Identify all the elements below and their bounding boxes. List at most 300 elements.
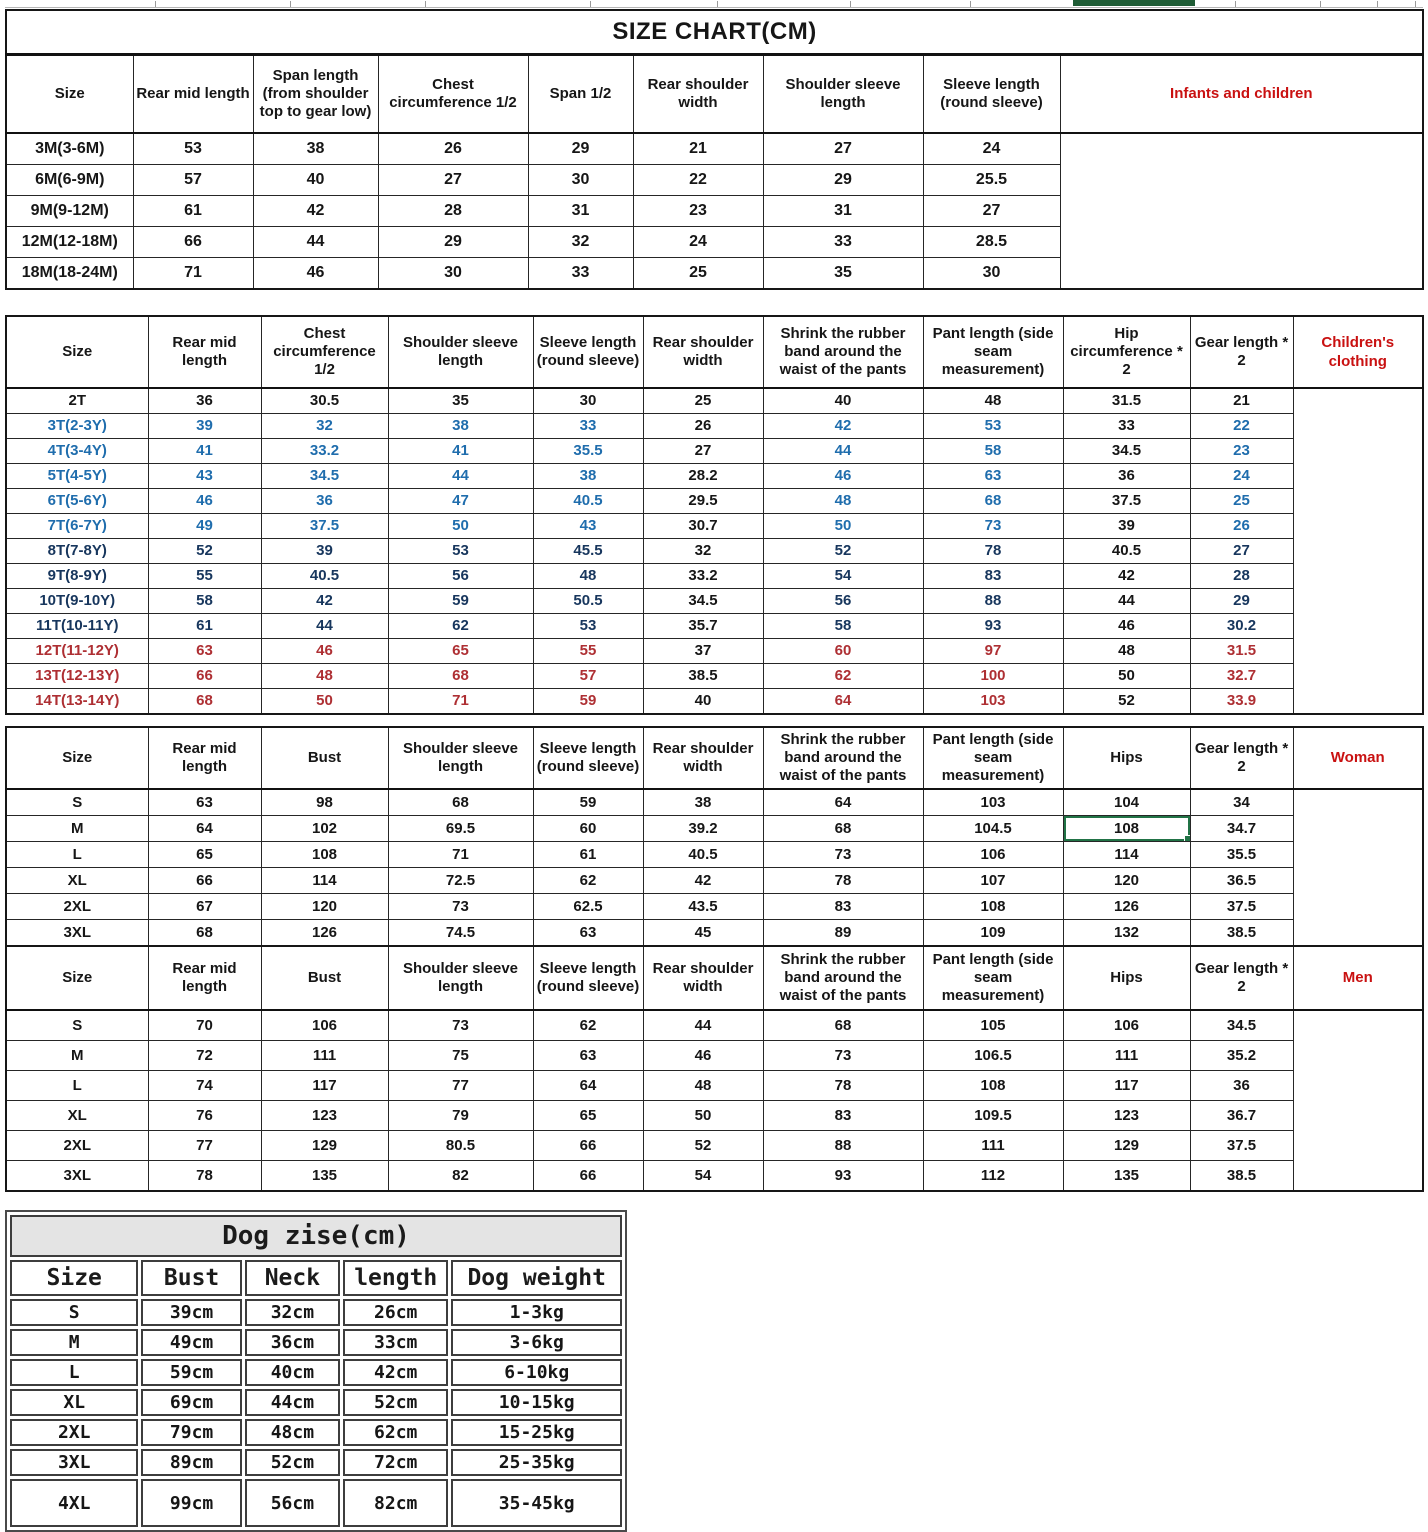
value-cell: 38.5 [643,664,763,689]
value-cell: 48 [643,1071,763,1101]
value-cell: 108 [923,894,1063,920]
value-cell: 64 [533,1071,643,1101]
value-cell: 66 [148,868,261,894]
header-cell: Sleeve length (round sleeve) [533,946,643,1010]
value-cell: 63 [148,639,261,664]
value-cell: 71 [388,842,533,868]
value-cell: 40 [643,689,763,715]
header-cell: Pant length (side seam measurement) [923,727,1063,789]
grid-tick [970,1,971,7]
value-cell: 77 [148,1131,261,1161]
value-cell: 44cm [245,1389,340,1416]
value-cell: 73 [388,894,533,920]
value-cell: 77 [388,1071,533,1101]
value-cell: 63 [533,1041,643,1071]
size-cell: 7T(6-7Y) [6,514,148,539]
header-cell: Shoulder sleeve length [388,316,533,388]
value-cell: 30 [923,258,1060,290]
value-cell: 37.5 [1190,1131,1293,1161]
size-cell: 2XL [10,1419,138,1446]
value-cell: 36 [148,388,261,414]
value-cell: 50 [388,514,533,539]
value-cell: 46 [1063,614,1190,639]
table-row [6,1101,1423,1131]
value-cell: 37.5 [261,514,388,539]
header-cell: Span length (from shoulder top to gear low) [253,55,378,134]
header-cell: Size [6,55,133,134]
value-cell: 109 [923,920,1063,947]
value-cell: 104 [1063,789,1190,816]
value-cell: 106 [923,842,1063,868]
value-cell: 62 [533,1010,643,1041]
table-row [6,842,1423,868]
grid-tick [1377,1,1378,7]
value-cell: 26 [1190,514,1293,539]
value-cell: 33.2 [643,564,763,589]
header-cell: length [343,1260,448,1296]
value-cell: 48 [923,388,1063,414]
value-cell: 63 [533,920,643,947]
value-cell: 33.9 [1190,689,1293,715]
value-cell: 38 [388,414,533,439]
header-cell: Rear mid length [148,946,261,1010]
value-cell: 33 [533,414,643,439]
header-cell: Bust [261,946,388,1010]
value-cell: 26 [643,414,763,439]
value-cell: 62.5 [533,894,643,920]
header-cell: Hip circumference * 2 [1063,316,1190,388]
value-cell: 111 [923,1131,1063,1161]
value-cell: 31.5 [1190,639,1293,664]
value-cell: 32 [643,539,763,564]
value-cell: 57 [533,664,643,689]
value-cell: 103 [923,689,1063,715]
table-row [10,1389,622,1416]
value-cell: 59 [533,689,643,715]
value-cell: 56cm [245,1479,340,1527]
value-cell: 38.5 [1190,1161,1293,1192]
value-cell: 80.5 [388,1131,533,1161]
value-cell: 114 [1063,842,1190,868]
size-cell: M [6,816,148,842]
value-cell: 39 [1063,514,1190,539]
table-row [6,1010,1423,1041]
value-cell: 44 [261,614,388,639]
value-cell: 99cm [141,1479,241,1527]
value-cell: 25.5 [923,165,1060,196]
header-cell: Hips [1063,946,1190,1010]
value-cell: 57 [133,165,253,196]
value-cell: 79cm [141,1419,241,1446]
value-cell: 35-45kg [451,1479,622,1527]
dog-size-table [5,1210,627,1532]
value-cell: 123 [1063,1101,1190,1131]
value-cell: 35.5 [1190,842,1293,868]
size-cell: L [10,1359,138,1386]
value-cell: 36 [261,489,388,514]
value-cell: 50 [763,514,923,539]
value-cell: 120 [261,894,388,920]
value-cell: 30 [378,258,528,290]
table-row [10,1299,622,1326]
value-cell: 53 [133,133,253,165]
table-row [6,816,1423,842]
value-cell: 120 [1063,868,1190,894]
table-row [6,664,1423,689]
value-cell: 27 [923,196,1060,227]
value-cell: 103 [923,789,1063,816]
children-clothing-size-table [5,315,1424,715]
value-cell: 64 [763,789,923,816]
value-cell: 24 [633,227,763,258]
value-cell: 33 [1063,414,1190,439]
table-row [6,258,1423,290]
value-cell: 23 [1190,439,1293,464]
size-cell: 3M(3-6M) [6,133,133,165]
grid-tick [850,1,851,7]
value-cell: 109.5 [923,1101,1063,1131]
header-cell: Shoulder sleeve length [388,946,533,1010]
table-row [6,589,1423,614]
value-cell: 61 [533,842,643,868]
value-cell: 78 [148,1161,261,1192]
value-cell: 62 [763,664,923,689]
value-cell: 44 [253,227,378,258]
value-cell: 44 [763,439,923,464]
value-cell: 39 [148,414,261,439]
header-cell: Rear mid length [148,316,261,388]
grid-tick [1415,1,1416,7]
value-cell: 83 [763,894,923,920]
value-cell: 88 [763,1131,923,1161]
value-cell: 46 [261,639,388,664]
value-cell: 39.2 [643,816,763,842]
size-cell: 3T(2-3Y) [6,414,148,439]
value-cell: 53 [923,414,1063,439]
value-cell: 75 [388,1041,533,1071]
value-cell: 32 [261,414,388,439]
value-cell: 98 [261,789,388,816]
table-row [6,1041,1423,1071]
header-cell: Size [6,316,148,388]
value-cell: 46 [643,1041,763,1071]
value-cell: 62cm [343,1419,448,1446]
value-cell: 29 [763,165,923,196]
table-row [6,564,1423,589]
value-cell: 42 [261,589,388,614]
value-cell: 59cm [141,1359,241,1386]
value-cell: 29 [1190,589,1293,614]
value-cell: 66 [533,1161,643,1192]
value-cell: 32cm [245,1299,340,1326]
value-cell: 52 [763,539,923,564]
value-cell: 66 [133,227,253,258]
value-cell: 102 [261,816,388,842]
header-cell: Rear shoulder width [643,946,763,1010]
value-cell: 21 [633,133,763,165]
size-cell: L [6,842,148,868]
value-cell: 73 [923,514,1063,539]
value-cell: 31 [763,196,923,227]
value-cell: 71 [133,258,253,290]
size-cell: 6T(5-6Y) [6,489,148,514]
value-cell: 100 [923,664,1063,689]
value-cell: 97 [923,639,1063,664]
value-cell: 33.2 [261,439,388,464]
value-cell: 35.7 [643,614,763,639]
value-cell: 48 [763,489,923,514]
value-cell: 28 [1190,564,1293,589]
value-cell: 44 [1063,589,1190,614]
value-cell: 135 [261,1161,388,1192]
value-cell: 114 [261,868,388,894]
value-cell: 40 [253,165,378,196]
value-cell: 30 [528,165,633,196]
value-cell: 93 [763,1161,923,1192]
value-cell: 43 [533,514,643,539]
table-row [10,1479,622,1527]
infants-size-table [5,9,1424,290]
value-cell: 24 [923,133,1060,165]
section-label: Woman [1293,727,1423,789]
value-cell: 28 [378,196,528,227]
size-cell: 14T(13-14Y) [6,689,148,715]
value-cell: 36 [1190,1071,1293,1101]
value-cell: 10-15kg [451,1389,622,1416]
value-cell: 117 [1063,1071,1190,1101]
value-cell: 105 [923,1010,1063,1041]
table-row [10,1359,622,1386]
selected-column-highlight [1073,0,1195,6]
table-row [6,414,1423,439]
size-cell: 8T(7-8Y) [6,539,148,564]
value-cell: 46 [253,258,378,290]
size-cell: 2XL [6,894,148,920]
size-cell: 5T(4-5Y) [6,464,148,489]
value-cell: 40.5 [261,564,388,589]
value-cell: 68 [388,789,533,816]
value-cell: 89cm [141,1449,241,1476]
value-cell: 52 [1063,689,1190,715]
value-cell: 32 [528,227,633,258]
value-cell: 27 [1190,539,1293,564]
size-cell: 9T(8-9Y) [6,564,148,589]
header-cell: Shrink the rubber band around the waist of the pants [763,946,923,1010]
value-cell: 126 [261,920,388,947]
size-chart-sheet [5,0,1423,1532]
value-cell: 73 [388,1010,533,1041]
size-cell: 6M(6-9M) [6,165,133,196]
size-cell: M [6,1041,148,1071]
value-cell: 83 [763,1101,923,1131]
size-cell: 2XL [6,1131,148,1161]
header-cell: Chest circumference 1/2 [378,55,528,134]
value-cell: 42 [1063,564,1190,589]
value-cell: 68 [388,664,533,689]
table-row [6,439,1423,464]
table-row [6,227,1423,258]
table-row [10,1419,622,1446]
size-cell: 12M(12-18M) [6,227,133,258]
table-row [6,1071,1423,1101]
size-cell: 10T(9-10Y) [6,589,148,614]
value-cell: 38.5 [1190,920,1293,947]
header-cell: Size [10,1260,138,1296]
value-cell: 27 [643,439,763,464]
value-cell: 73 [763,842,923,868]
value-cell: 44 [388,464,533,489]
value-cell: 30.2 [1190,614,1293,639]
size-cell: 3XL [6,920,148,947]
value-cell: 43.5 [643,894,763,920]
value-cell: 25 [643,388,763,414]
value-cell: 50 [261,689,388,715]
table-title: SIZE CHART(CM) [6,10,1423,55]
header-cell: Rear mid length [148,727,261,789]
header-cell: Neck [245,1260,340,1296]
size-cell: S [10,1299,138,1326]
value-cell: 37.5 [1063,489,1190,514]
table-title: Dog zise(cm) [10,1215,622,1257]
value-cell: 21 [1190,388,1293,414]
grid-tick [717,1,718,7]
woman-size-table [5,726,1424,947]
value-cell: 52 [148,539,261,564]
section-label: Children's clothing [1293,316,1423,388]
size-cell: 3XL [10,1449,138,1476]
value-cell: 68 [763,1010,923,1041]
value-cell: 67 [148,894,261,920]
value-cell: 28.2 [643,464,763,489]
header-cell: Gear length * 2 [1190,946,1293,1010]
value-cell: 40 [763,388,923,414]
value-cell: 126 [1063,894,1190,920]
header-cell: Bust [141,1260,241,1296]
value-cell: 56 [388,564,533,589]
value-cell: 40.5 [533,489,643,514]
value-cell: 106 [261,1010,388,1041]
value-cell: 60 [763,639,923,664]
header-cell: Chest circumference 1/2 [261,316,388,388]
grid-tick [1320,1,1321,7]
value-cell: 15-25kg [451,1419,622,1446]
value-cell: 111 [261,1041,388,1071]
header-cell: Shoulder sleeve length [388,727,533,789]
value-cell: 48cm [245,1419,340,1446]
value-cell: 72 [148,1041,261,1071]
men-size-table [5,945,1424,1192]
grid-tick [290,1,291,7]
value-cell: 26cm [343,1299,448,1326]
value-cell: 55 [533,639,643,664]
value-cell: 66 [533,1131,643,1161]
value-cell: 49cm [141,1329,241,1356]
value-cell: 64 [763,689,923,715]
value-cell: 117 [261,1071,388,1101]
value-cell: 59 [388,589,533,614]
value-cell: 79 [388,1101,533,1131]
value-cell: 65 [388,639,533,664]
value-cell: 78 [923,539,1063,564]
value-cell: 1-3kg [451,1299,622,1326]
size-cell: XL [10,1389,138,1416]
value-cell: 71 [388,689,533,715]
value-cell: 29.5 [643,489,763,514]
header-cell: Span 1/2 [528,55,633,134]
value-cell: 34 [1190,789,1293,816]
value-cell: 34.5 [261,464,388,489]
value-cell: 69.5 [388,816,533,842]
value-cell: 60 [533,816,643,842]
value-cell: 27 [763,133,923,165]
table-row [6,614,1423,639]
value-cell: 68 [148,920,261,947]
value-cell: 33 [528,258,633,290]
value-cell: 23 [633,196,763,227]
table-row [6,920,1423,947]
value-cell: 62 [388,614,533,639]
value-cell: 26 [378,133,528,165]
header-cell: Rear shoulder width [643,727,763,789]
value-cell: 68 [763,816,923,842]
value-cell: 25 [633,258,763,290]
table-row [6,789,1423,816]
value-cell: 29 [378,227,528,258]
value-cell: 24 [1190,464,1293,489]
size-cell: 13T(12-13Y) [6,664,148,689]
value-cell: 78 [763,868,923,894]
header-cell: Size [6,946,148,1010]
size-cell: 4T(3-4Y) [6,439,148,464]
value-cell: 33cm [343,1329,448,1356]
value-cell: 45.5 [533,539,643,564]
value-cell: 50 [1063,664,1190,689]
value-cell: 53 [533,614,643,639]
value-cell: 42 [643,868,763,894]
header-cell: Sleeve length (round sleeve) [923,55,1060,134]
value-cell: 48 [1063,639,1190,664]
value-cell: 29 [528,133,633,165]
value-cell: 129 [1063,1131,1190,1161]
value-cell: 34.5 [1190,1010,1293,1041]
size-cell: XL [6,1101,148,1131]
value-cell: 54 [643,1161,763,1192]
value-cell: 76 [148,1101,261,1131]
value-cell: 46 [763,464,923,489]
spreadsheet-gridline-strip [5,0,1423,8]
header-cell: Gear length * 2 [1190,316,1293,388]
value-cell: 69cm [141,1389,241,1416]
value-cell: 30.7 [643,514,763,539]
value-cell: 38 [533,464,643,489]
value-cell: 55 [148,564,261,589]
size-cell: 11T(10-11Y) [6,614,148,639]
value-cell: 6-10kg [451,1359,622,1386]
value-cell: 40.5 [1063,539,1190,564]
value-cell: 74 [148,1071,261,1101]
value-cell: 132 [1063,920,1190,947]
value-cell: 107 [923,868,1063,894]
table-row [6,133,1423,165]
value-cell: 48 [261,664,388,689]
size-cell: 18M(18-24M) [6,258,133,290]
table-row [6,388,1423,414]
value-cell: 36.5 [1190,868,1293,894]
value-cell: 27 [378,165,528,196]
value-cell: 40.5 [643,842,763,868]
value-cell: 50.5 [533,589,643,614]
value-cell: 41 [388,439,533,464]
